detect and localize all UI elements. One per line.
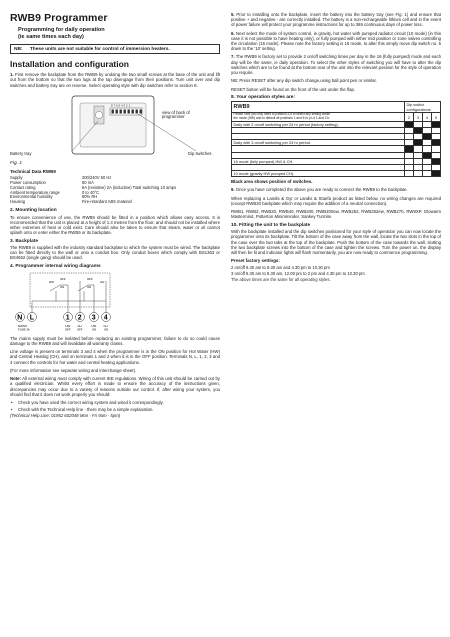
- battery-tray-label: Battery tray: [10, 150, 32, 156]
- terminal-3: 3: [91, 314, 96, 322]
- terminal-3-state: ON: [92, 327, 97, 332]
- operation-styles-table: [231, 101, 441, 177]
- switch-number: 3: [414, 113, 423, 121]
- mains-label: MAINS: [18, 323, 27, 328]
- section-4-heading: 4. Programmer internal wiring diagrams: [10, 263, 101, 269]
- battery-cell-icon: [96, 111, 103, 118]
- installation-heading: Installation and configuration: [10, 59, 129, 70]
- spec-row: Power consumption 50 mA: [10, 179, 94, 185]
- section-9-text: Once you have completed the above you are ready to connect the RWB9 to the backplate.: [235, 187, 408, 193]
- figure-caption: Fig. 1: [10, 160, 22, 166]
- section-5-paragraph: [231, 12, 441, 27]
- subtitle-line-2: (ie same times each day): [18, 33, 84, 40]
- preset-row-2-onoff: 2 on/off 6.30 am to 8.30 am and 4.30 pm to 10.30 pm: [231, 265, 330, 271]
- switch-label-hw: HW: [49, 279, 54, 284]
- reset-nb: [231, 78, 441, 83]
- spec-row: Environmental humidity 80% RH: [10, 194, 98, 200]
- compatible-models-text: RWB1, RWB2, RWB20, RWB40, RWB200, RWB200ew, RWB252, RWB252ew, RWB270, RW8XP. Glowarm Mastermind, Potterton Minimminder, Sankey Turmite.: [231, 209, 441, 220]
- switch-number: 2: [405, 113, 414, 121]
- terminal-1: 1: [65, 314, 70, 322]
- section-6-number: 6.: [231, 30, 235, 36]
- terminal-1-state: OFF: [65, 327, 71, 332]
- terminal-1-label: HW: [65, 323, 71, 328]
- table-description-line-1: Please note you only need to position 2-5 to select any setting within: [233, 112, 331, 117]
- terminal-2-label: CH: [77, 323, 82, 328]
- switch-position-cell: [405, 171, 414, 177]
- table-description: [232, 113, 405, 121]
- terminal-n: N: [17, 314, 23, 322]
- wiring-lines: [32, 281, 106, 313]
- note-paragraph: [10, 376, 220, 397]
- note-label: Note:: [10, 376, 21, 382]
- switch-position-cell: [423, 171, 432, 177]
- switch-label-on-1: ON: [60, 284, 65, 289]
- switch-position-cell: [414, 171, 423, 177]
- section-1-paragraph: [10, 72, 220, 87]
- note-text: All external wiring must comply with current IEE regulations. Wiring of this unit should be carried out by a qualified electrician. Whilst every effort is made to ensure the accuracy of the instructions given, discrepancies may occur due to a variety of reasons outside our control. If, after wiring your system, you should find that it does not work properly you should:: [10, 376, 220, 397]
- section-10-heading: 10. Fitting the unit to the backplate: [231, 222, 311, 228]
- section-6-text: Next select the mode of system control, ie gravity, hot water with pumped radiator circuit (10 mode) (in this case it is not possible to have heating only), or fully pumped with either mid position or zone valves controlling the circulation (16 mode). Please note the factory setting is 16 mode, to alter this simply move dip switch no. 5 down to the '10' setting.: [231, 30, 442, 52]
- terminal-2: 2: [77, 314, 82, 322]
- list-item: • Check with the Technical Help line - there may be a simple explanation.: [10, 407, 220, 412]
- section-2-heading: 2. Mounting location: [10, 208, 57, 214]
- technical-data-title: Technical Data RWB9: [10, 168, 56, 174]
- right-column: [231, 12, 441, 282]
- section-1-text: First remove the backplate from the RWB9 by undoing the two small screws at the base of the unit and lift out from the bottom so that the two lugs at the top disengage from their positions. Turn unit over and dip switches and battery tray are on reverse. Select operating style with dip switches refer to section 8.: [10, 72, 220, 88]
- table-row: [232, 171, 441, 177]
- reset-location-text: RESET button will be found on the front of the unit under the flap.: [231, 86, 356, 92]
- section-2-text: To ensure convenience of use, the RWB9 should be fitted in a position which allows easy access. It is recommended that the unit is placed at a height of 1.4 metres from the floor, and should not be installed where either extremes of heat or cold exist. Care should also be taken to ensure that steam, water or oil cannot splash onto or enter either the RWB9 or its backplate.: [10, 214, 220, 236]
- switch-label-off-2: OFF: [87, 276, 93, 281]
- section-5-number: 5.: [231, 12, 235, 17]
- terminal-4: 4: [103, 314, 108, 322]
- table-config-header: Dip switch configurations: [405, 102, 441, 113]
- spec-row: Housing Fire-retardant ABS material: [10, 199, 132, 205]
- immersion-warning-box: [10, 44, 220, 54]
- section-7-number: 7.: [231, 54, 235, 60]
- section-6-paragraph: [231, 31, 441, 52]
- warning-text: These units are not suitable for control of immersion heaters.: [29, 46, 170, 52]
- switch-label-off-1: OFF: [60, 276, 66, 281]
- section-9-replacement-text: When replacing a Landis & Gyr or Landis & Staefa product as listed below, no wiring changes are required (except RWB20 backplate which may require the addition of a neutral connection).: [231, 195, 441, 206]
- section-9-number: 9.: [231, 187, 235, 193]
- spec-row: Supply 200/240V 50 Hz: [10, 174, 112, 180]
- preset-settings-title: Preset factory settings:: [231, 258, 280, 264]
- table-header-row: [232, 102, 441, 113]
- section-3-text: The RWB9 is supplied with the industry standard backplate to which the system must be wired. The backplate can be fitted directly to the wall or onto a conduit box. Only conduit boxes which comply with BS1363 or BS4662 (single gang) should be used.: [10, 245, 220, 261]
- style-row-label: Daily with 2 on/off switching per 24 hr period (factory setting).: [232, 121, 405, 127]
- terminal-l: L: [29, 314, 35, 322]
- switch-position-cell: [432, 171, 441, 177]
- terminal-4-state: ON: [104, 327, 109, 332]
- internal-wiring-box: [30, 273, 110, 307]
- table-description-line-2: the mode (HW) and to default all positions 1 and 6 to p.t.d 1 and 2.b.: [233, 116, 331, 121]
- style-row-label: 16 mode (fully pumped) HW & CH.: [232, 158, 405, 164]
- fuse-label: FUSE 3A: [18, 327, 30, 332]
- reset-nb-text: Press RESET after any dip switch change,using ball point pen or similar.: [239, 78, 377, 84]
- wiring-sheet-reference: (For more information see separate wiring and interchange sheet).: [10, 367, 137, 373]
- preset-footnote: The above times are the same for all operating styles.: [231, 277, 331, 283]
- left-column: [10, 12, 220, 418]
- section-1-number: 1.: [10, 72, 14, 78]
- section-7-text: The RWB9 is factory set to provide 2 on/off switching times per day in the 16 (fully pumped) mode and each day will be the same, ie daily operation. To select the other styles of switching you will have to alter the dip switches which are to be found at the bottom rear of the unit into the relevant position for the style of operation you require.: [231, 54, 441, 75]
- switch-number: 4: [423, 113, 432, 121]
- section-5-text: Prior to installing onto the backplate, insert the battery into the battery tray (see Fig. 1) and ensure that positive + and negative - are correctly installed. The battery is a non-rechargeable lithium cell and in the event of power failure will protect your programme instructions for up to 365 continuous days of power loss.: [231, 12, 441, 28]
- terminal-3-label: HW: [91, 323, 97, 328]
- dip-switches-label: Dip switches: [188, 150, 212, 156]
- style-row-label: Daily with 3 on/off switching per 24 hr period.: [232, 140, 405, 146]
- subtitle-line-1: Programming for daily operation: [18, 27, 105, 33]
- black-area-note: Black area shows position of switches.: [231, 179, 313, 185]
- style-row-label: 10 mode (gravity HW pumped CH).: [232, 171, 405, 177]
- terminal-block: [16, 312, 111, 321]
- document-subtitle: [18, 27, 220, 40]
- list-item: • Check you have used the correct wiring system and wired it correspondingly.: [10, 400, 220, 405]
- switch-label-on-2: ON: [87, 284, 92, 289]
- section-9-paragraph: [231, 187, 441, 192]
- table-brand: RWB9: [232, 102, 405, 113]
- switch-label-ch: CH: [100, 279, 105, 284]
- warning-nb: NB:: [14, 46, 23, 52]
- line-voltage-paragraph: Line voltage is present on terminals 3 and 4 when the programmer is in the ON position for Hot Water (HW) and Central Heating (CH), and on terminals 1 and 2 when it is in the OFF position. Terminals N, L, 1, 2, 3 and 4 connect the controls for hot water and central heating applications.: [10, 349, 220, 365]
- spec-row: Contact rating 6A (resistive) 2A (inductive) Total switching 10 amps: [10, 184, 177, 190]
- document-title: RWB9 Programmer: [10, 12, 108, 24]
- section-8-heading: 8. Your operation styles are:: [231, 94, 296, 100]
- section-3-heading: 3. Backplate: [10, 238, 38, 244]
- figure-1-back-of-programmer: [10, 91, 220, 159]
- view-of-back-label: view of back of programmer: [162, 109, 190, 120]
- technical-help-line: (Technical Help Line: 01952 602048 Mon - Fri 9am - 5pm): [10, 413, 121, 419]
- terminal-4-label: CH: [103, 323, 108, 328]
- spec-row: Ambient temperature range 0 to 40°C: [10, 189, 100, 195]
- wiring-diagram-svg: [10, 271, 130, 333]
- technical-data-table: [10, 176, 220, 205]
- mains-isolation-warning: The mains supply must be isolated before replacing an existing programmer, failure to do so could cause damage to the RWB9 and will invalidate all warranty claims.: [10, 335, 220, 346]
- preset-row-3-onoff: 3 on/off 6.30 am to 8.30 am, 12.00 pm to 2 pm and 4.30 pm to 10.30 pm: [231, 270, 365, 276]
- dip-switch-numbers: 8 7 6 5 4 3 2 1: [111, 103, 131, 108]
- section-10-text: With the backplate installed and the dip switches positioned for your style of operation you can now locate the programmer onto its backplate. Tilt the bottom of the case away from the wall, locate the two slots in the top of the case over the two tabs at the top of the backplate. Push the bottom of the case towards the wall, slotting the two backplate screws into the bottom of the case and tighten the screws. Turn the power on, the display will then be lit and indicator lights will flash momentarily, you are now ready to commence programming.: [231, 229, 441, 255]
- switch-number: 5: [432, 113, 441, 121]
- table-row: [232, 113, 441, 121]
- terminal-2-state: OFF: [77, 327, 83, 332]
- wiring-diagram: [10, 271, 220, 333]
- programmer-back-illustration: [10, 91, 220, 159]
- section-7-paragraph: [231, 54, 441, 75]
- reset-nb-label: NB:: [231, 78, 239, 84]
